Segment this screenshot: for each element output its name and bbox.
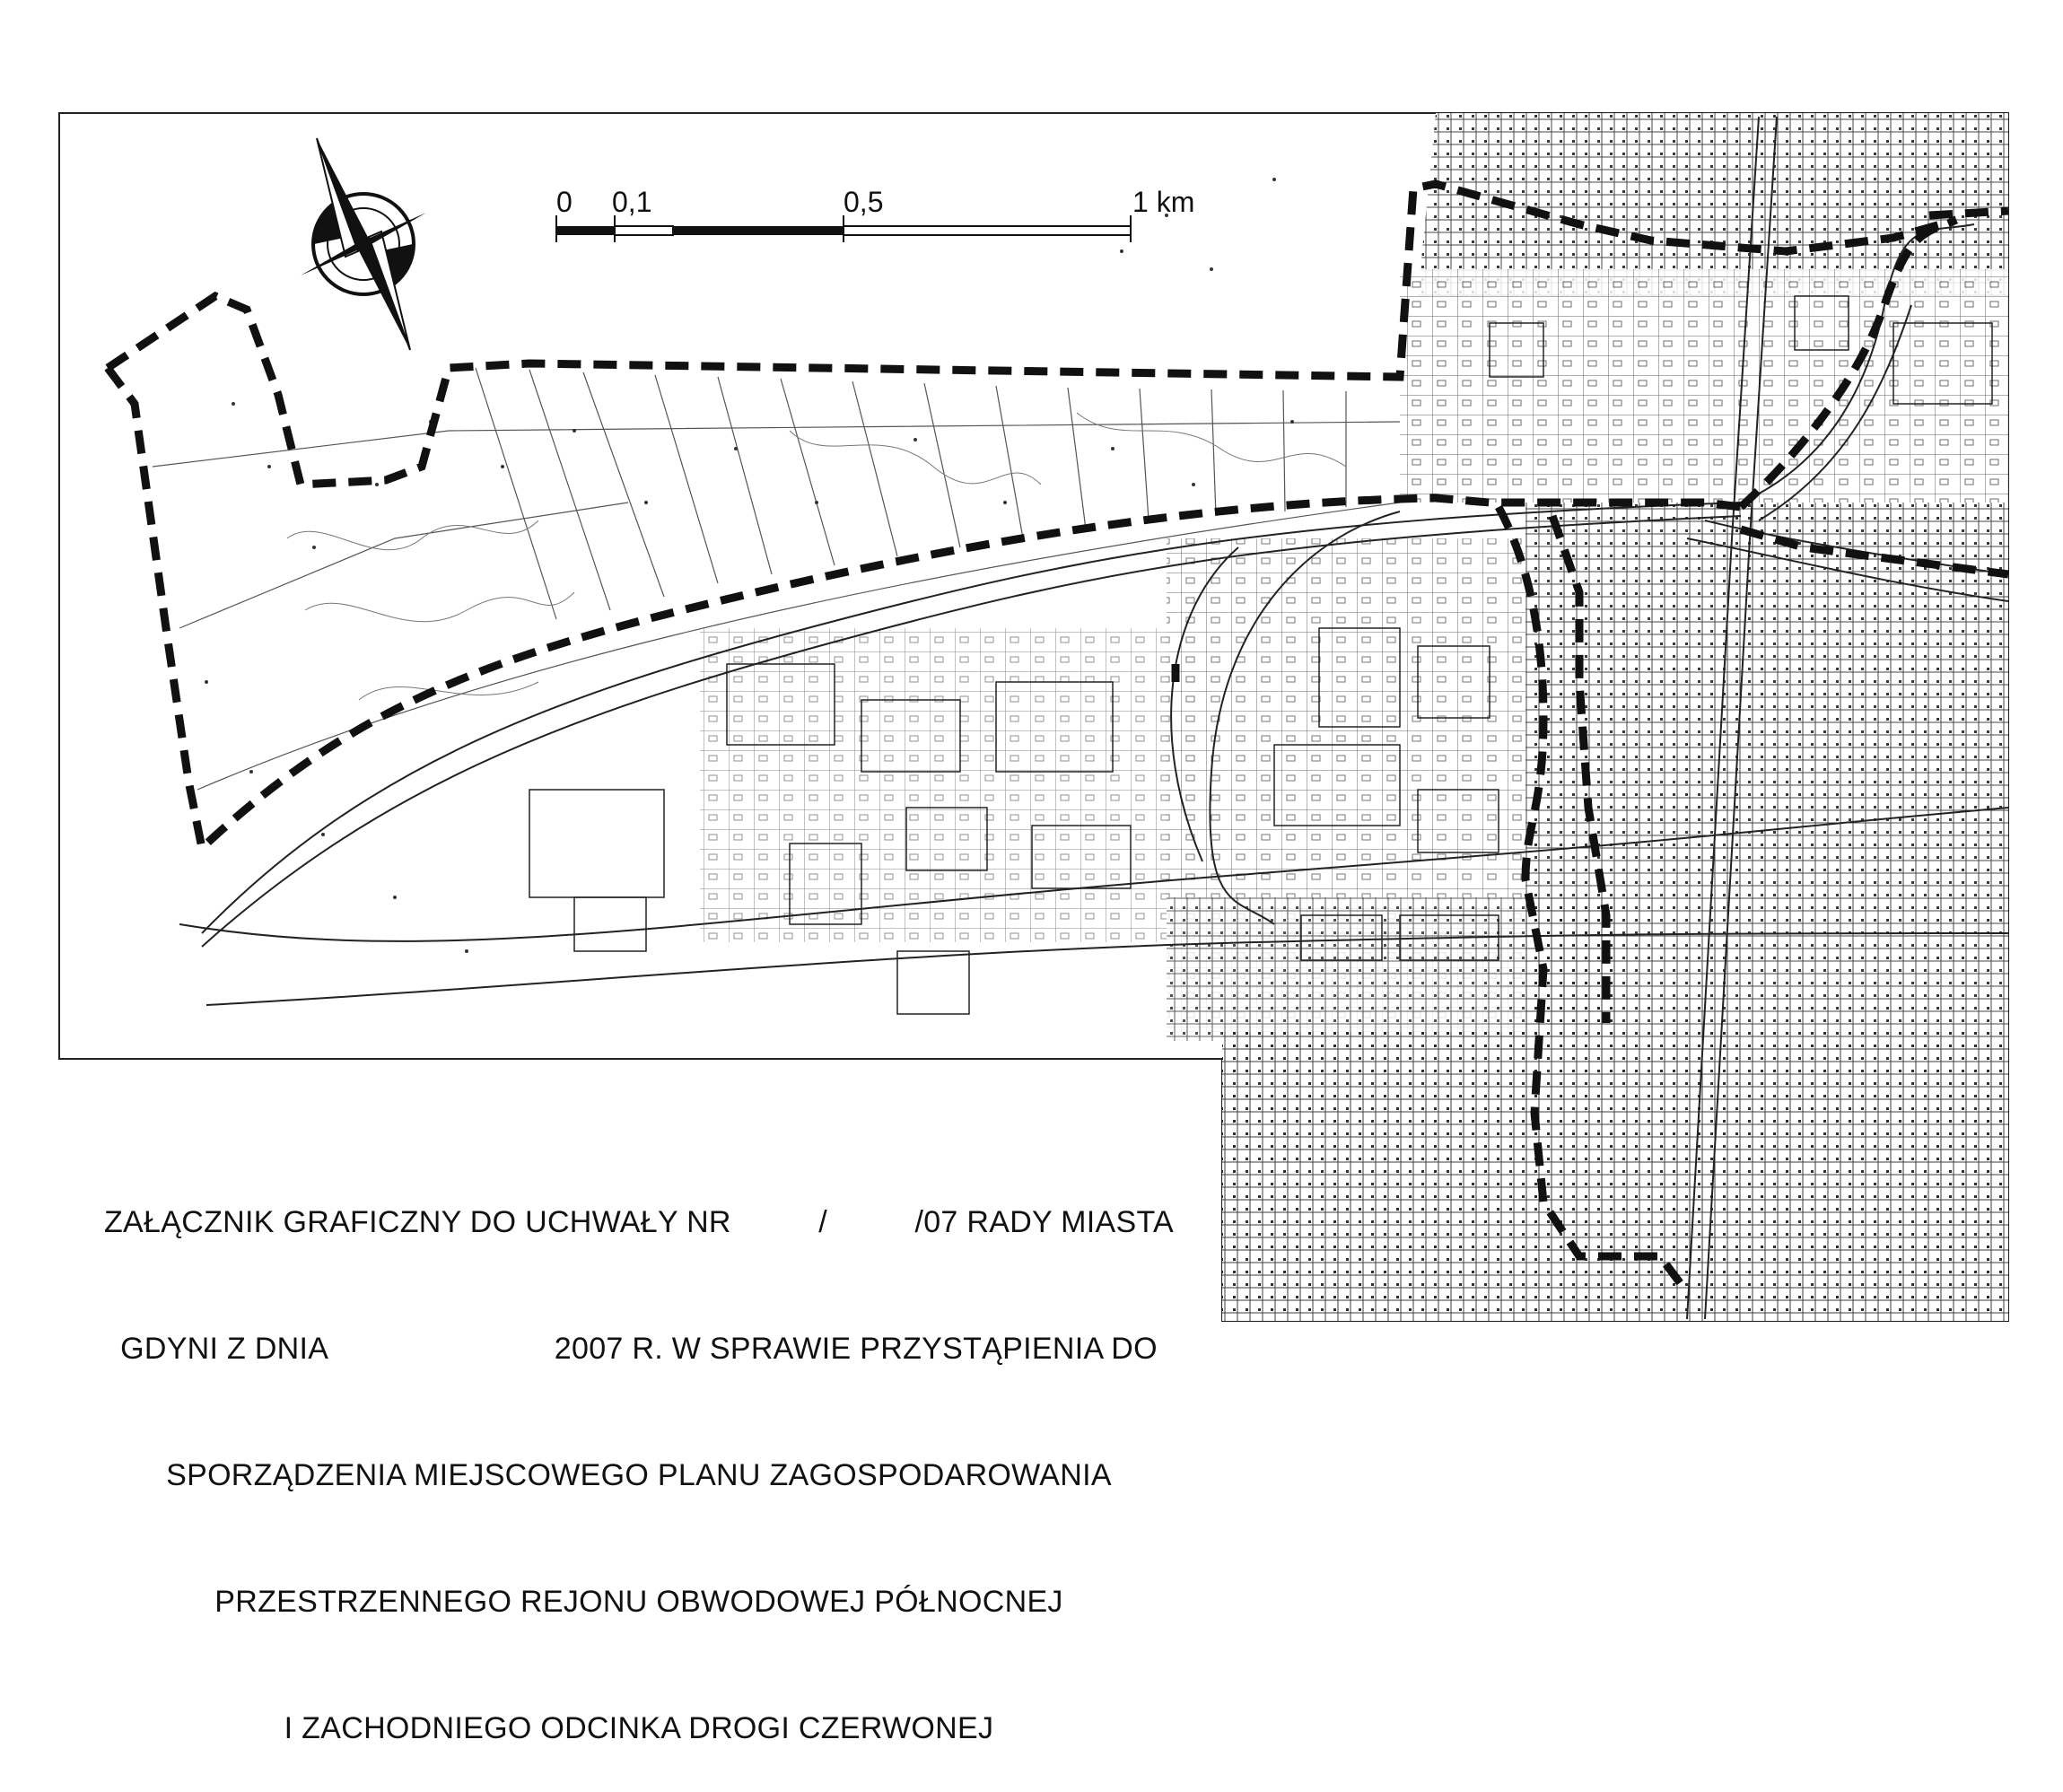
scale-bar-segment-4: [844, 226, 1131, 235]
caption-line-3: SPORZĄDZENIA MIEJSCOWEGO PLANU ZAGOSPODAROWANIA: [166, 1458, 1112, 1492]
caption-line-4: PRZESTRZENNEGO REJONU OBWODOWEJ PÓŁNOCNEJ: [214, 1585, 1063, 1619]
map-caption: [56, 1117, 1222, 1792]
scale-bar-segment-1: [556, 226, 615, 235]
scale-label-05: 0,5: [844, 186, 884, 218]
scale-label-1km: 1 km: [1132, 186, 1195, 218]
scale-bar-segment-3: [673, 226, 844, 235]
scale-label-0: 0: [556, 186, 573, 218]
caption-line-2: GDYNI Z DNIA 2007 R. W SPRAWIE PRZYSTĄPIENIA DO: [120, 1332, 1158, 1366]
scale-bar-segment-2: [615, 226, 673, 235]
caption-line-5: I ZACHODNIEGO ODCINKA DROGI CZERWONEJ: [284, 1711, 994, 1745]
caption-line-1: ZAŁĄCZNIK GRAFICZNY DO UCHWAŁY NR / /07 RADY MIASTA: [103, 1205, 1175, 1239]
scale-label-01: 0,1: [612, 186, 652, 218]
